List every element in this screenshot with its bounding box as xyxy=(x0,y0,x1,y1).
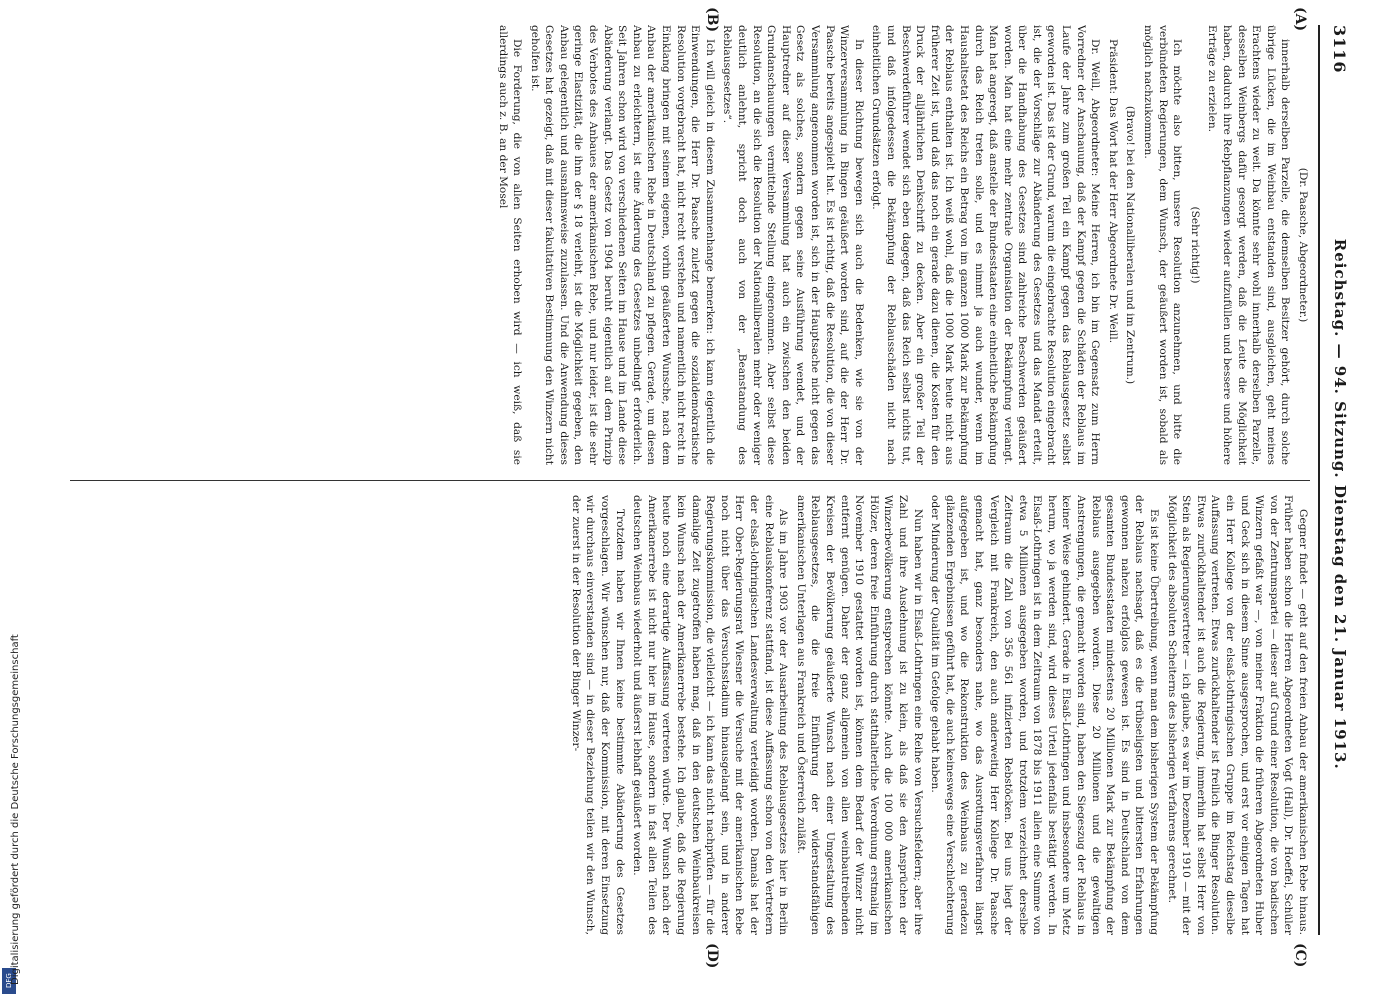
rotated-page xyxy=(60,7,1360,969)
margin-mark-d: (D) xyxy=(704,943,720,969)
paragraph: (Dr. Paasche, Abgeordneter.) xyxy=(1297,167,1309,323)
paragraph: Dr. Weill, Abgeordneter: Meine Herren, ich bin im Gegensatz zum Herrn Vorredner der Anschauung, daß der Kampf gegen die Schäden der Reblaus im Laufe der Jahre zum großen Teil ein Kampf gegen das Reblausgesetz selbst geworden ist. Das ist der Grund, warum die eingebrachte Resolution eingebracht ist, die der Vorschläge zur Abänderung des Gesetzes und das Mandat erteilt, über die Handhabung des Gesetzes sind zahlreiche Beschwerden geäußert worden. Man hat eine mehr zentrale Organisation der Bekämpfung verlangt. Man hat angeregt, daß anstelle der Bundesstaaten eine einheitliche Bekämpfung durch das Reich treten solle, und es nimmt ja auch wunder, wenn im Haushaltsetat des Reichs ein Betrag von im ganzen 1000 Mark zur Bekämpfung der Reblaus enthalten ist. Ich weiß wohl, daß die 1000 Mark heute nicht aus früherer Zeit ist, und daß das noch ein gerade dazu dienen, die Kosten für den Druck der alljährlichen Denkschrift zu decken. Aber ein großer Teil der Beschwerdeführer wendet sich eben dagegen, daß das Reich selbst nichts tut, und daß infolgedessen die Bekämpfung der Reblausschäden nicht nach einheitlichen Grundsätzen erfolgt. xyxy=(870,25,1102,465)
paragraph: Nun haben wir in Elsaß-Lothringen eine Reihe von Versuchsfeldern; aber ihre Zahl und ihre Ausdehnung ist zu klein, als daß sie den Ansprüchen der Winzerbevölkerung entsprechen könnte. Auch die 100 000 amerikanischen Hölzer, deren freie Einführung durch statthalterliche Verordnung erstmalig im November 1910 gestattet worden ist, können dem Bedarf der Winzer nicht entfernt genügen. Daher der ganz allgemein von allen weinbautreibenden Kreisen der Bevölkerung geäußerte Wunsch nach einer Umgestaltung des Reblausgesetzes, die die freie Einführung der widerstandsfähigen amerikanischen Unterlagen aus Frankreich und Österreich zuläßt. xyxy=(794,495,924,935)
paragraph: Ich will gleich in diesem Zusammenhange bemerken: ich kann eigentlich die Einwendungen, die Herr Dr. Paasche zuletzt gegen die sozialdemokratische Resolution vorgebracht hat, nicht recht verstehen und namentlich nicht recht in Einklang bringen mit seinem eigenen, vorhin geäußerten Wunsche, nach dem Anbau der amerikanischen Rebe in Deutschland zu pflegen. Gerade, um diesen Anbau zu erleichtern, ist eine Änderung des Gesetzes unbedingt erforderlich. Seit Jahren schon wird von verschiedenen Seiten im Hause und im Lande diese Abänderung verlangt. Das Gesetz von 1904 beruht eigentlich auf dem Prinzip des Verbotes des Anbaues der amerikanischen Rebe, und nur leider, ist die sehr geringe Elastizität, die ihm der § 18 verleiht, ist die Möglichkeit gegeben, den Anbau gelegentlich und ausnahmsweise zuzulassen. Und die Anwendung dieses Gesetzes hat gezeigt, daß mit dieser fakultativen Bestimmung den Winzern nicht geholfen ist. xyxy=(528,25,716,465)
paragraph: Als im Jahre 1903 vor der Ausarbeitung des Reblausgesetzes hier in Berlin eine Reblauskonferenz stattfand, ist diese Auffassung schon von den Vertretern der elsaß-lothringischen Landesverwaltung verteidigt worden. Damals hat der Herr Ober-Regierungsrat Wiesner die Versuche mit der amerikanischen Rebe noch nicht über das Versuchsstadium hinausgelangt sein, und in anderer Regierungskommission, die vielleicht — ich kann das nicht nachprüfen — für die damalige Zeit zugetroffen haben mag, daß in den deutschen Weinbaukreisen kein Wunsch nach der Amerikanerrebe bestehe. Ich glaube, daß die Regierung heute noch eine derartige Auffassung vertreten würde. Der Wunsch nach der Amerikanerrebe ist nicht nur hier im Hause, sondern in fast allen Teilen des deutschen Weinbaus wiederholt und äußerst lebhaft geäußert worden. xyxy=(631,495,790,935)
page-number: 3116 xyxy=(1330,25,1350,74)
paragraph: (Sehr richtig!) xyxy=(1188,206,1201,284)
paragraph: Ich möchte also bitten, unsere Resolution anzunehmen, und bitte die verbündeten Regierungen, dem Wunsch, der geäußert worden ist, sobald als möglich nachzukommen. xyxy=(1142,25,1184,465)
margin-mark-c: (C) xyxy=(1292,943,1308,968)
paragraph: Es ist keine Übertreibung, wenn man dem bisherigen System der Bekämpfung der Reblaus nachsagt, daß es die trübseligsten und bittersten Erfahrungen gewonnen nahezu erfolglos gewesen ist. Es sind in Deutschland von dem gesamten Bundesstaaten mindestens 20 Millionen Mark zur Bekämpfung der Reblaus ausgegeben worden. Diese 20 Millionen und die gewaltigen Anstrengungen, die gemacht worden sind, haben den Siegeszug der Reblaus in keiner Weise gehindert. Gerade in Elsaß-Lothringen und insbesondere um Metz herum, wo ja werden sind, wird dieses Urteil jedenfalls bestätigt werden. In Elsaß-Lothringen ist in dem Zeitraum von 1878 bis 1911 allein eine Summe von etwa 5 Millionen ausgegeben worden, und trotzdem verzeichnet derselbe Zeitraum die Zahl von 356 561 infizierten Rebstöcken. Bei uns liegt der Vergleich mit Frankreich, den auch anderweitig Herr Kollege Dr. Paasche gemacht hat, ganz besonders nahe, wo das Ausrottungsverfahren längst aufgegeben ist, und wo die Rekonstruktion des Weinbaus zu geradezu glänzenden Ergebnissen geführt hat, die auch keineswegs eine Verschlechterung oder Minderung der Qualität im Gefolge gehabt haben. xyxy=(929,495,1161,935)
right-column xyxy=(70,495,1310,935)
dfg-logo: DFG xyxy=(2,968,16,994)
left-column xyxy=(70,25,1310,465)
paragraph: In dieser Richtung bewegen sich auch die Bedenken, wie sie von der Winzerversammlung in Bingen geäußert worden sind, auf die der Herr Dr. Paasche bereits angespielt hat. Es ist richtig, daß die Resolution, die von dieser Versammlung angenommen worden ist, sich in der Hauptsache nicht gegen das Gesetz als solches, sondern gegen seine Ausführung wendet, und der Hauptredner auf dieser Versammlung hat auch ein zwischen den beiden Grundanschauungen vermittelnde Stellung eingenommen. Aber selbst diese Resolution, an die sich die Resolution der Nationalliberalen mehr oder weniger deutlich anlehnt, spricht doch auch von der „Beanstandung des Reblausgesetzes“. xyxy=(721,25,865,465)
paragraph: Präsident: Das Wort hat der Herr Abgeordnete Dr. Weill. xyxy=(1106,39,1119,344)
margin-mark-a: (A) xyxy=(1292,7,1308,32)
footer-credit: Digitalisierung gefördert durch die Deutsche Forschungsgemeinschaft xyxy=(10,634,21,985)
paragraph: (Bravo! bei den Nationalliberalen und im Zentrum.) xyxy=(1124,105,1137,385)
paragraph: Trotzdem haben wir Ihnen keine bestimmte Abänderung des Gesetzes vorgeschlagen. Wir wünschen nur, daß der Kommission, mit deren Einsetzung wir durchaus einverstanden sind — in dieser Beziehung teilen wir den Wunsch, der zuerst in der Resolution der Binger Winzer- xyxy=(569,495,626,935)
running-title: Reichstag. — 94. Sitzung. Dienstag den 21. Januar 1913. xyxy=(1331,238,1349,770)
column-divider xyxy=(70,480,1310,481)
footer-strip xyxy=(0,0,40,1000)
page-content xyxy=(60,7,1360,969)
paragraph: innerhalb derselben Parzelle, die demselben Besitzer gehört, durch solche übrige Lücken, die im Weinbau entstanden sind, ausgleichen, geht meines Erachtens wieder zu weit. Da könnte sehr wohl innerhalb derselben Parzelle, desselben Weinbergs dafür gesorgt werden, daß die Leute die Möglichkeit haben, dadurch ihre Rebpflanzungen wieder aufzufüllen und bessere und höhere Erträge zu erzielen. xyxy=(1206,25,1292,465)
page-header xyxy=(1318,25,1360,935)
paragraph: Die Forderung, die von allen Seiten erhoben wird — ich weiß, daß sie allerdings auch z. B. an der Mosel xyxy=(496,25,524,465)
margin-mark-b: (B) xyxy=(704,7,720,33)
paragraph: Gegner findet — geht auf den freien Anbau der amerikanischen Rebe hinaus. Früher haben schon die Herren Abgeordneten Vogt (Hall), Dr. Hoeffel, Schüler von der Zentrumspartei — dieser auf Grund einer Resolution, die von badischen Winzern gefaßt war —, von meiner Fraktion die früheren Abgeordneten Huber und Geck sich in diesem Sinne ausgesprochen, und erst vor einigen Tagen hat ein Herr Kollege von der elsaß-lothringischen Gruppe im Reichstag dieselbe Auffassung vertreten. Etwas zurückhaltender ist freilich die Binger Resolution. Etwas zurückhaltender ist auch die Regierung, immerhin hat selbst Herr von Stein als Regierungsvertreter — ich glaube, es war im Dezember 1910 — mit der Möglichkeit des absoluten Scheiterns des bisherigen Verfahrens gerechnet. xyxy=(1165,495,1309,935)
